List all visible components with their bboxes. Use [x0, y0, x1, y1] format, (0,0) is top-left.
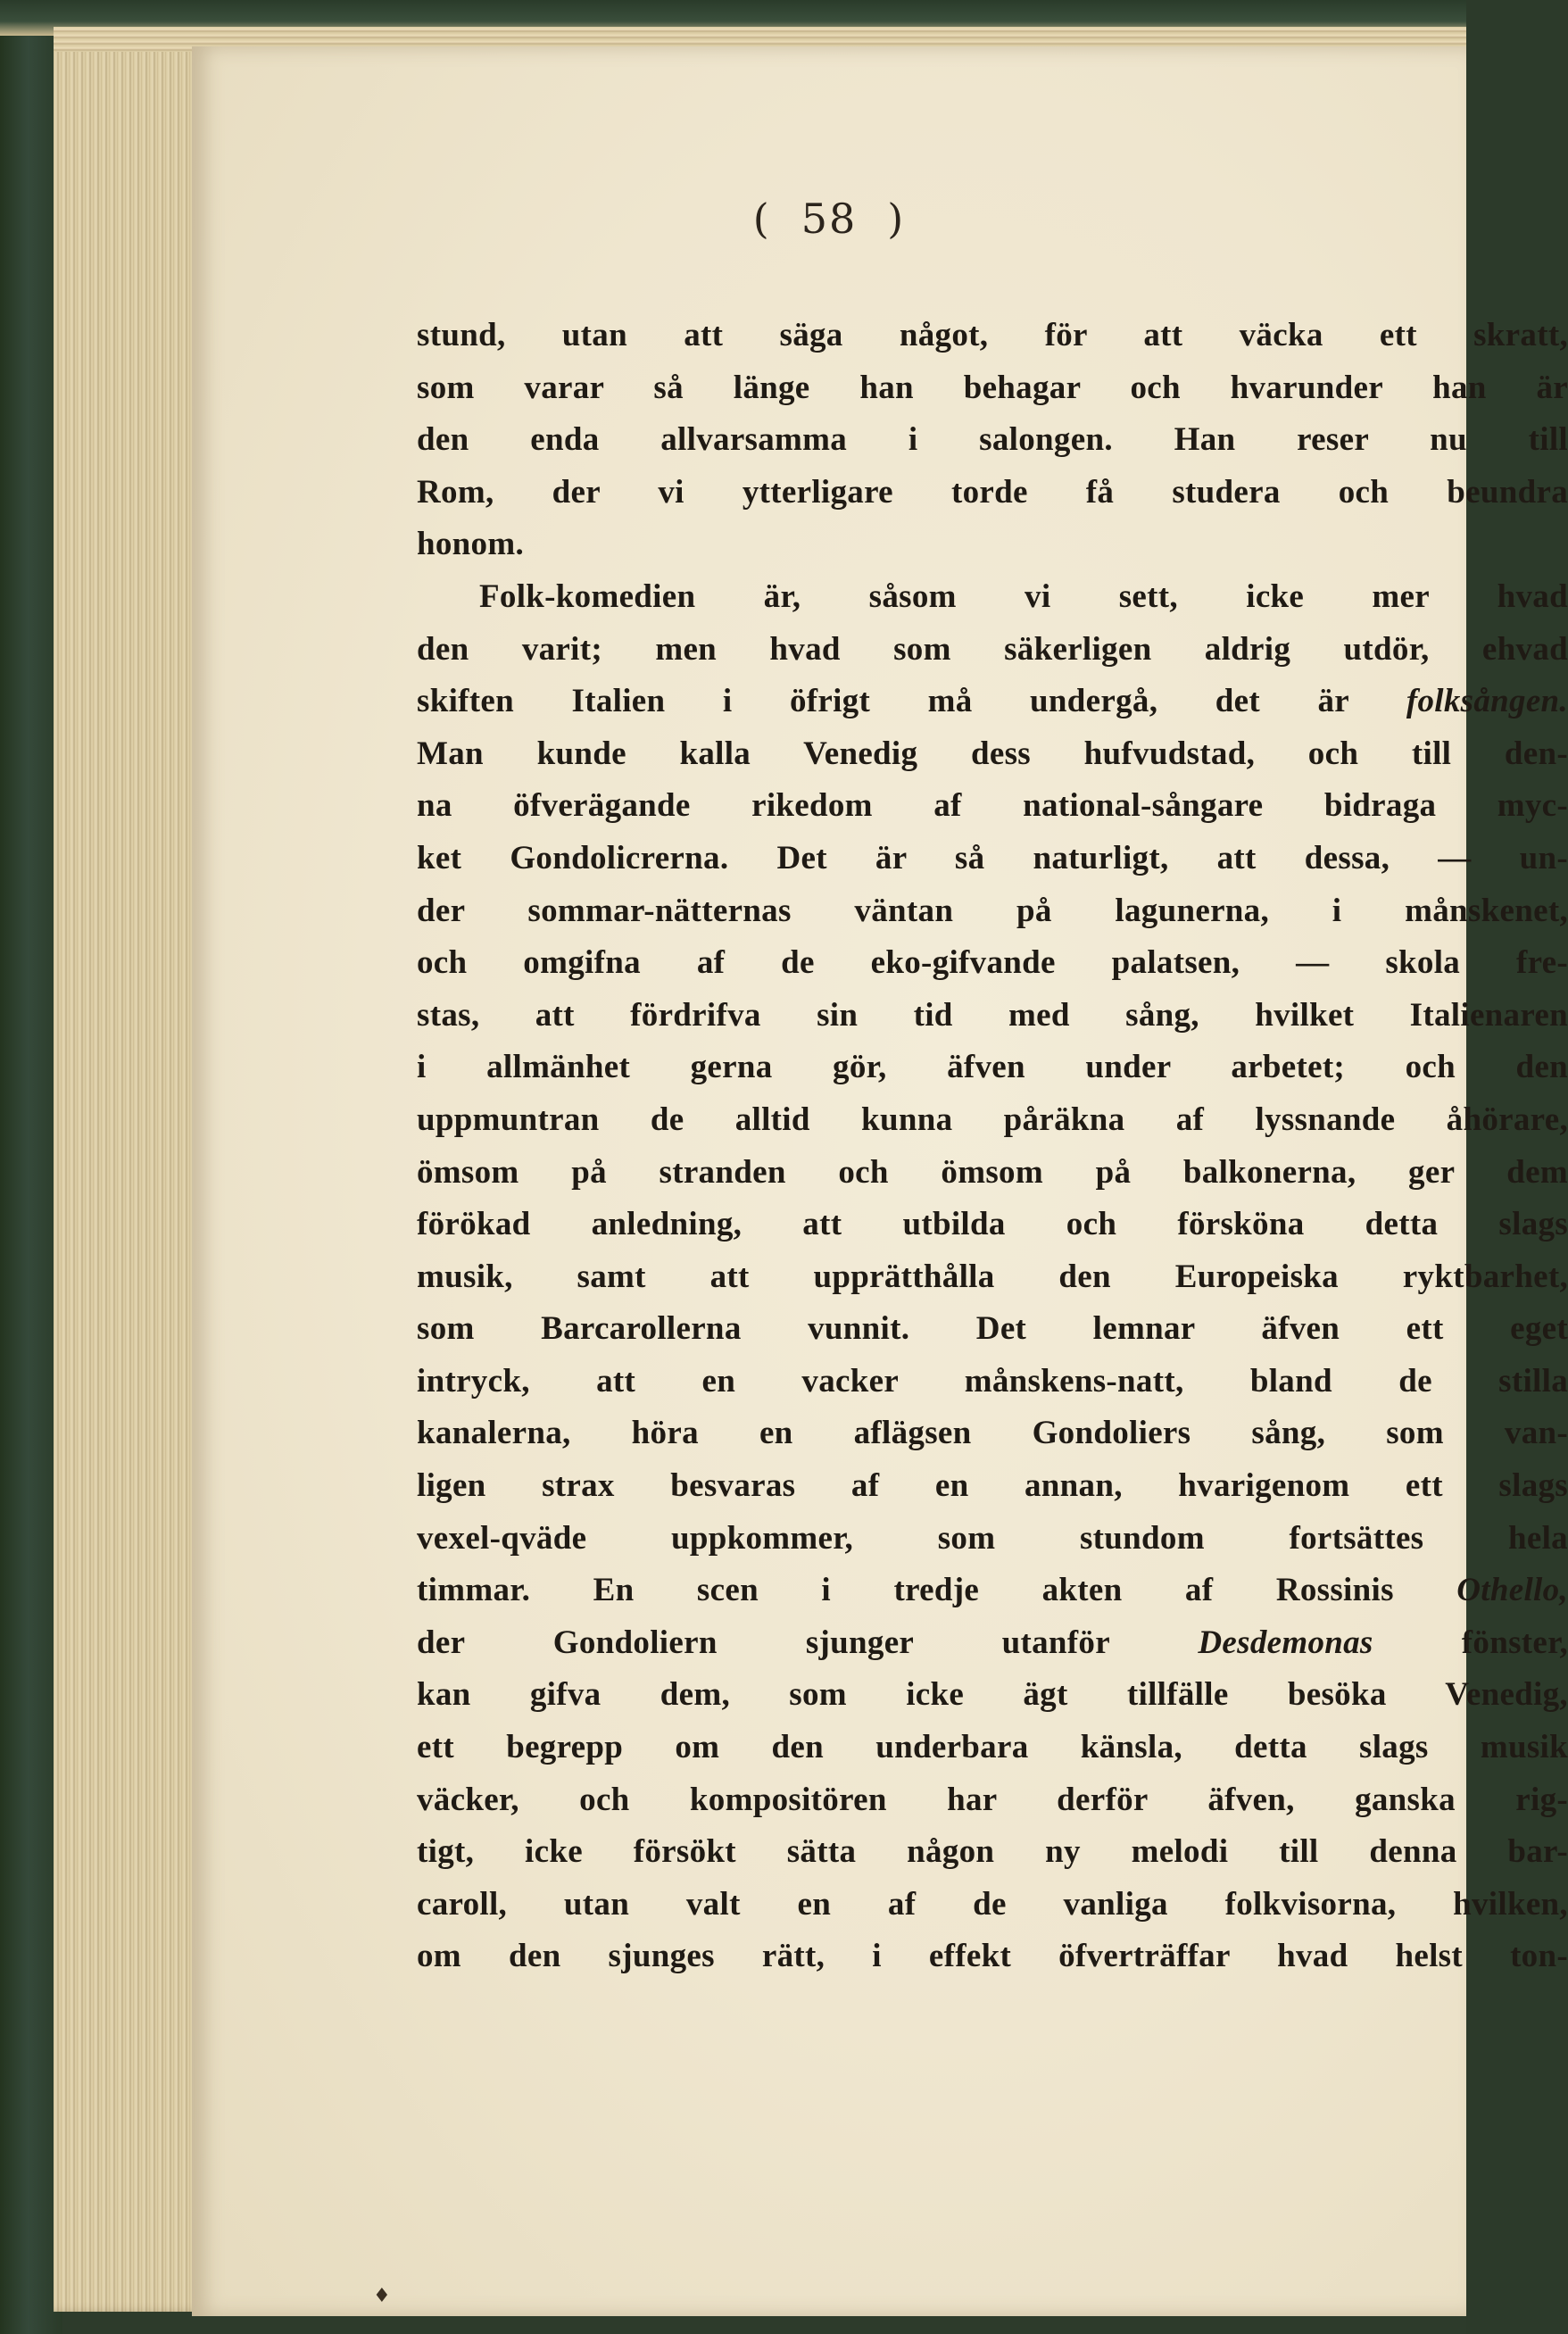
text-line: Folk-komedien är, såsom vi sett, icke mer hvad [479, 577, 1568, 615]
text-line [417, 676, 1568, 728]
text-line: Rom, der vi ytterligare torde få studera och beundra [417, 473, 1568, 511]
text-line: kan gifva dem, som icke ägt tillfälle besöka Venedig, [417, 1676, 1568, 1714]
text-line: tigt, icke försökt sätta någon ny melodi till denna bar- [417, 1833, 1568, 1871]
text-line: honom. [417, 526, 525, 563]
page-header [192, 195, 1466, 243]
text-line: den enda allvarsamma i salongen. Han reser nu till [417, 421, 1568, 459]
italic-word: Desdemonas [1198, 1624, 1373, 1661]
book-page [192, 46, 1568, 2316]
text-line: om den sjunges rätt, i effekt öfverträffar hvad helst ton- [417, 1938, 1568, 1975]
body-text [417, 310, 1568, 1983]
text-line: musik, samt att upprätthålla den Europeiska ryktbarhet, [417, 1258, 1568, 1295]
text-segment: skiften Italien i öfrigt må undergå, det är [417, 683, 1349, 720]
text-line: väcker, och kompositören har derför äfven, ganska rig- [417, 1781, 1568, 1818]
text-line: ket Gondolicrerna. Det är så naturligt, att dessa, — un- [417, 839, 1568, 876]
text-line: ligen strax besvaras af en annan, hvarigenom ett slags [417, 1467, 1568, 1505]
text-line: och omgifna af de eko-gifvande palatsen, — skola fre- [417, 944, 1568, 982]
text-line: Man kunde kalla Venedig dess hufvudstad, och till den- [417, 735, 1568, 772]
text-line: na öfverägande rikedom af national-sångare bidraga myc- [417, 787, 1568, 825]
text-line: intryck, att en vacker månskens-natt, bland de stilla [417, 1362, 1568, 1400]
text-line: kanalerna, höra en aflägsen Gondoliers sång, som van- [417, 1415, 1568, 1452]
text-line: stas, att fördrifva sin tid med sång, hvilket Italienaren [417, 996, 1568, 1034]
italic-word: folksången. [1406, 683, 1568, 720]
page-number: 58 [801, 195, 858, 243]
text-line: vexel-qväde uppkommer, som stundom fortsättes hela [417, 1519, 1568, 1557]
text-line: uppmuntran de alltid kunna påräkna af lyssnande åhörare, [417, 1101, 1568, 1138]
paren-close: ) [887, 195, 906, 243]
text-line: caroll, utan valt en af de vanliga folkvisorna, hvilken, [417, 1885, 1568, 1923]
printer-mark-icon: ♦ [373, 2285, 391, 2307]
text-line: som varar så länge han behagar och hvarunder han är [417, 369, 1568, 406]
text-segment: der Gondoliern sjunger utanför [417, 1624, 1110, 1661]
paren-open: ( [752, 195, 771, 243]
text-line [417, 1565, 1568, 1617]
text-line: ömsom på stranden och ömsom på balkonerna, ger dem [417, 1153, 1568, 1191]
page-edges-stack [54, 27, 210, 2312]
text-line: förökad anledning, att utbilda och försköna detta slags [417, 1206, 1568, 1243]
text-segment: timmar. En scen i tredje akten af Rossinis [417, 1572, 1394, 1609]
italic-word: Othello, [1456, 1572, 1568, 1609]
text-line: der sommar-nätternas väntan på lagunerna, i månskenet, [417, 892, 1568, 929]
text-line: som Barcarollerna vunnit. Det lemnar äfven ett eget [417, 1310, 1568, 1348]
text-line: den varit; men hvad som säkerligen aldrig utdör, ehvad [417, 630, 1568, 668]
text-line: stund, utan att säga något, för att väcka ett skratt, [417, 317, 1568, 353]
text-line [417, 1617, 1568, 1670]
text-segment: fönster, [1461, 1624, 1568, 1661]
text-line: ett begrepp om den underbara känsla, detta slags musik [417, 1729, 1568, 1766]
text-line: i allmänhet gerna gör, äfven under arbetet; och den [417, 1049, 1568, 1086]
